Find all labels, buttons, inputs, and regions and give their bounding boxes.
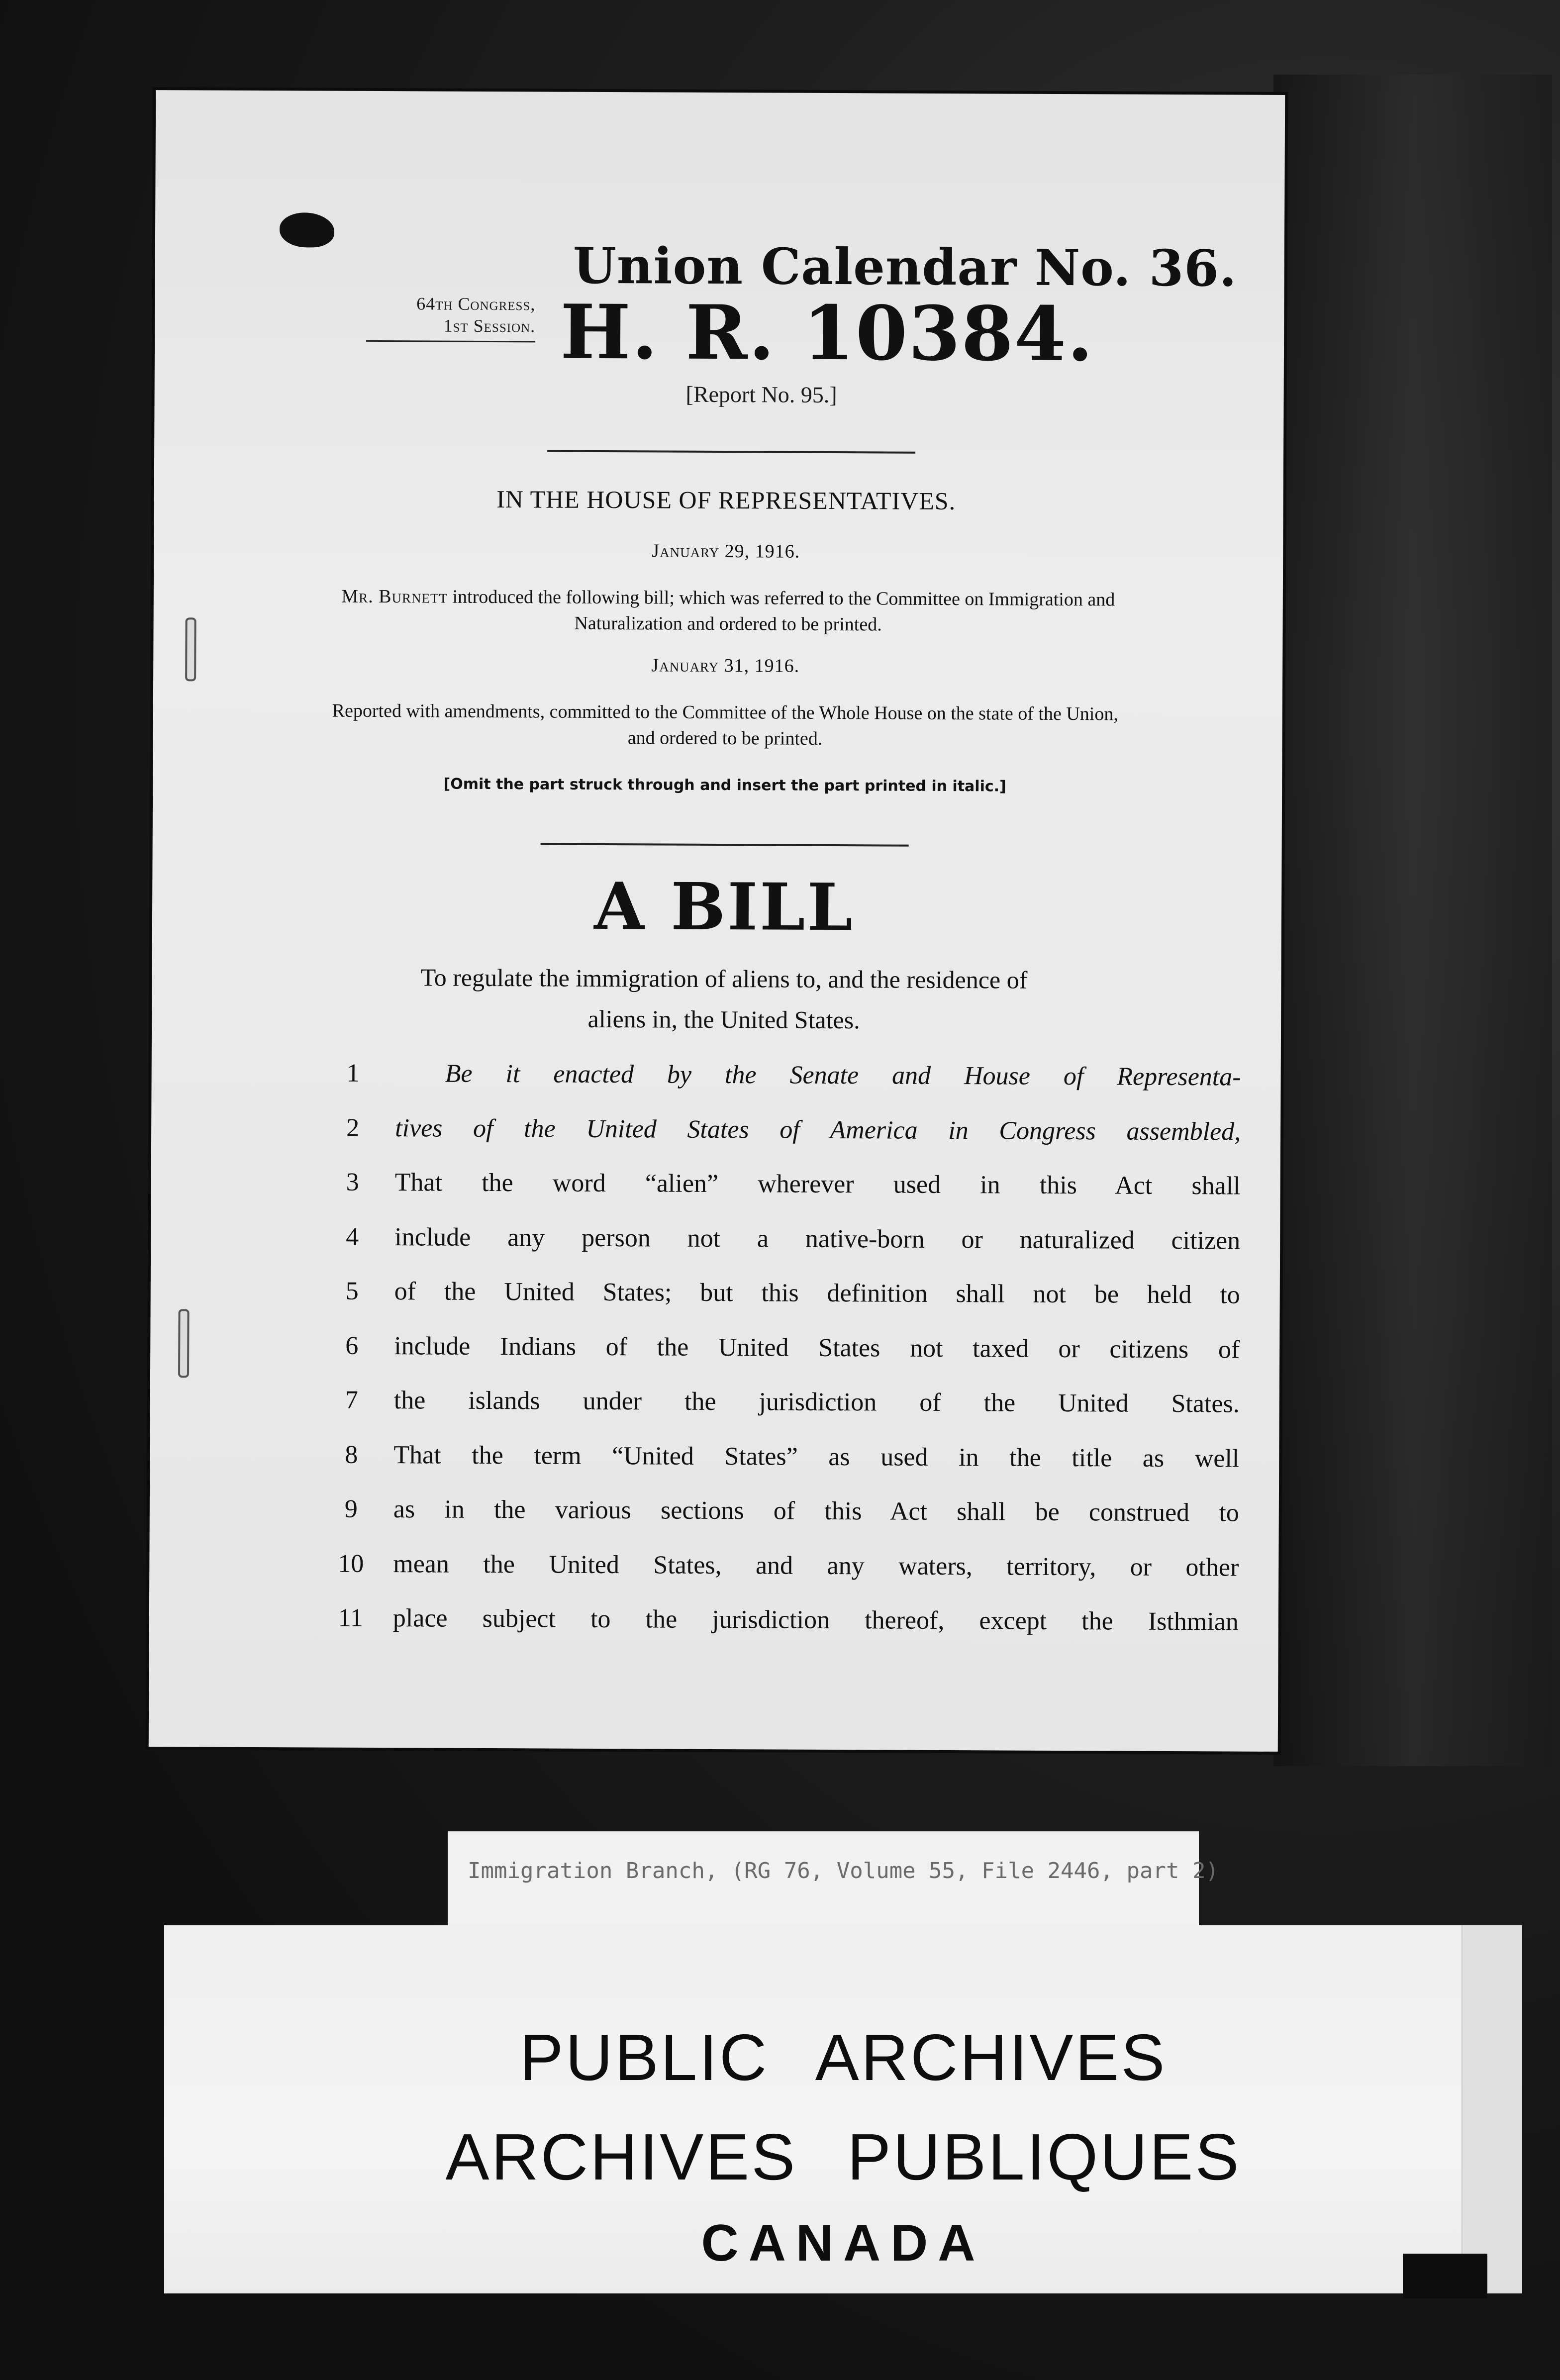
line-number: 2 <box>346 1113 360 1142</box>
line-text: Be it enacted by the Senate and House of Representa- <box>445 1059 1241 1091</box>
congress-label: 64th Congress, <box>416 294 536 314</box>
scan-artifact <box>1403 2254 1487 2298</box>
line-number: 5 <box>345 1277 359 1306</box>
file-reference-text: Immigration Branch, (RG 76, Volume 55, File 2446, part 2) <box>468 1858 1219 1884</box>
staple-icon <box>178 1309 190 1378</box>
bill-line <box>330 1264 1240 1322</box>
purpose-line: To regulate the immigration of aliens to, and the residence of <box>420 963 1028 994</box>
congress-session <box>346 293 535 343</box>
union-calendar: Union Calendar No. 36. <box>573 236 1237 298</box>
line-text: include Indians of the United States not taxed or citizens of <box>394 1331 1240 1364</box>
bill-line <box>329 1373 1240 1431</box>
sponsor-name: Mr. Burnett <box>341 586 448 607</box>
scan-shadow <box>1273 75 1552 1766</box>
archives-line-english: PUBLIC ARCHIVES <box>519 2021 1167 2094</box>
ink-blot <box>280 212 334 247</box>
session-label: 1st Session. <box>443 315 536 336</box>
archives-line-french: ARCHIVES PUBLIQUES <box>445 2120 1241 2193</box>
date-reported: January 31, 1916. <box>651 655 800 677</box>
omit-note: [Omit the part struck through and insert the part printed in italic.] <box>443 775 1006 795</box>
line-text: the islands under the jurisdiction of the United States. <box>393 1386 1240 1418</box>
bill-line <box>329 1482 1239 1540</box>
bill-text <box>328 1046 1241 1649</box>
bill-line <box>328 1536 1239 1594</box>
line-text: That the word “alien” wherever used in this Act shall <box>394 1168 1241 1200</box>
bill-line <box>330 1155 1240 1213</box>
divider <box>366 340 535 342</box>
line-number: 3 <box>346 1168 359 1197</box>
introduction-text <box>337 584 1118 639</box>
line-text: place subject to the jurisdiction thereof, except the Isthmian <box>392 1604 1239 1636</box>
date-introduced: January 29, 1916. <box>652 540 800 562</box>
divider <box>547 450 915 454</box>
bill-purpose <box>326 957 1122 1042</box>
house-heading: IN THE HOUSE OF REPRESENTATIVES. <box>496 485 956 515</box>
line-text: tives of the United States of America in Congress assembled, <box>395 1113 1241 1146</box>
line-number: 6 <box>345 1331 359 1360</box>
line-number: 11 <box>338 1603 364 1633</box>
report-number: [Report No. 95.] <box>685 381 837 408</box>
bill-line <box>330 1046 1241 1104</box>
line-text: of the United States; but this definition shall not be held to <box>394 1277 1240 1309</box>
divider <box>541 843 909 846</box>
bill-line <box>328 1591 1239 1649</box>
line-number: 10 <box>338 1549 364 1578</box>
introduction-body: introduced the following bill; which was referred to the Committee on Immigration and Naturalization and ordered to be printed. <box>447 586 1115 635</box>
bill-page <box>149 90 1285 1752</box>
bill-heading: A BILL <box>593 868 855 946</box>
purpose-line: aliens in, the United States. <box>587 1004 860 1034</box>
bill-line <box>329 1318 1240 1377</box>
staple-icon <box>185 617 196 681</box>
line-number: 9 <box>344 1494 358 1524</box>
archives-country: CANADA <box>701 2214 985 2272</box>
line-number: 1 <box>346 1059 360 1088</box>
bill-number: H. R. 10384. <box>560 288 1094 379</box>
reported-text: Reported with amendments, committed to the Committee of the Whole House on the state of the Union, and ordered to be printed. <box>332 700 1119 749</box>
line-number: 8 <box>345 1440 358 1469</box>
line-text: That the term “United States” as used in the title as well <box>393 1440 1240 1473</box>
line-number: 7 <box>345 1386 358 1415</box>
line-text: as in the various sections of this Act shall be construed to <box>393 1495 1239 1527</box>
archives-card <box>164 1925 1522 2293</box>
line-text: include any person not a native-born or naturalized citizen <box>394 1222 1241 1255</box>
bill-line <box>330 1209 1240 1268</box>
bill-line <box>330 1100 1241 1159</box>
line-number: 4 <box>346 1222 359 1251</box>
bill-line <box>329 1427 1239 1486</box>
line-text: mean the United States, and any waters, territory, or other <box>393 1549 1239 1582</box>
